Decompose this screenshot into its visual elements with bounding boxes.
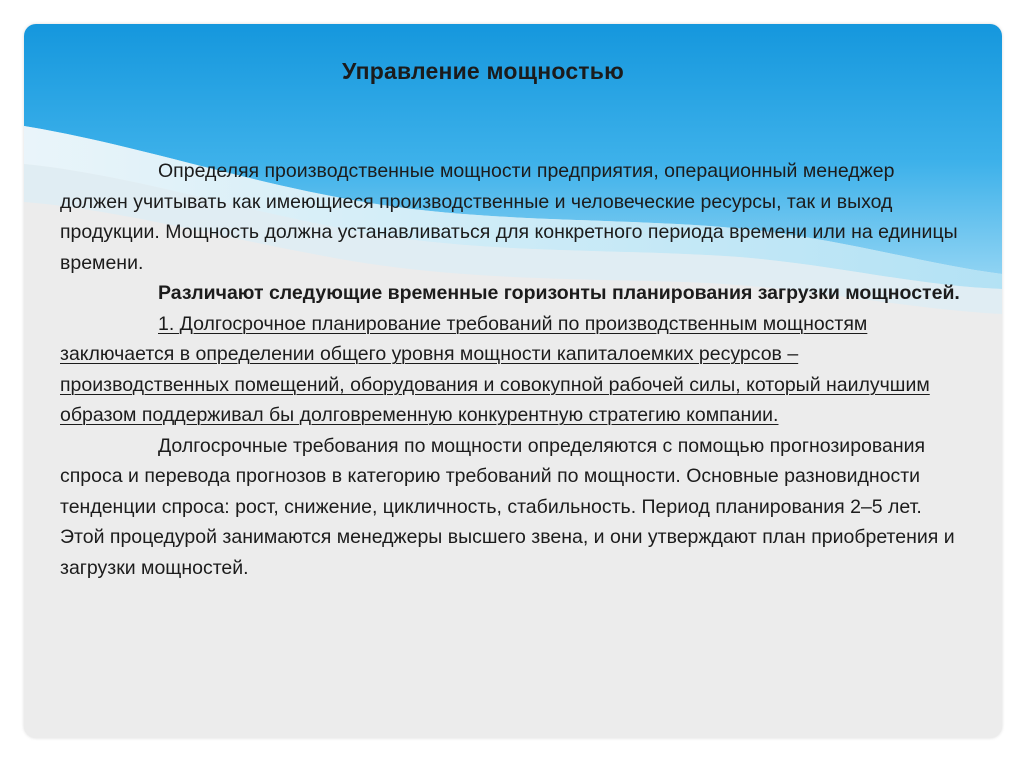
slide-body (60, 156, 960, 583)
slide (24, 24, 1002, 738)
paragraph-planning-horizons: Различают следующие временные горизонты планирования загрузки мощностей. (158, 282, 960, 304)
slide-title: Управление мощностью (342, 58, 624, 84)
paragraph-long-term-planning: 1. Долгосрочное планирование требований по производственным мощностям заключается в определении общего уровня мощности капиталоемких ресурсов – производственных помещений, оборудования и совокупной рабочей силы, который наилучшим образом поддерживал бы долговременную конкурентную стратегию компании. (60, 312, 930, 426)
paragraph-long-term-requirements: Долгосрочные требования по мощности определяются с помощью прогнозирования спроса и перевода прогнозов в категорию требований по мощности. Основные разновидности тенденции спроса: рост, снижение, цикличность, стабильность. Период планирования 2–5 лет. Этой процедурой занимаются менеджеры высшего звена, и они утверждают план приобретения и загрузки мощностей. (60, 434, 955, 579)
paragraph-capacity-definition: Определяя производственные мощности предприятия, операционный менеджер должен учитывать как имеющиеся производственные и человеческие ресурсы, так и выход продукции. Мощность должна устанавливаться для конкретного периода времени или на единицы времени. (60, 160, 958, 274)
